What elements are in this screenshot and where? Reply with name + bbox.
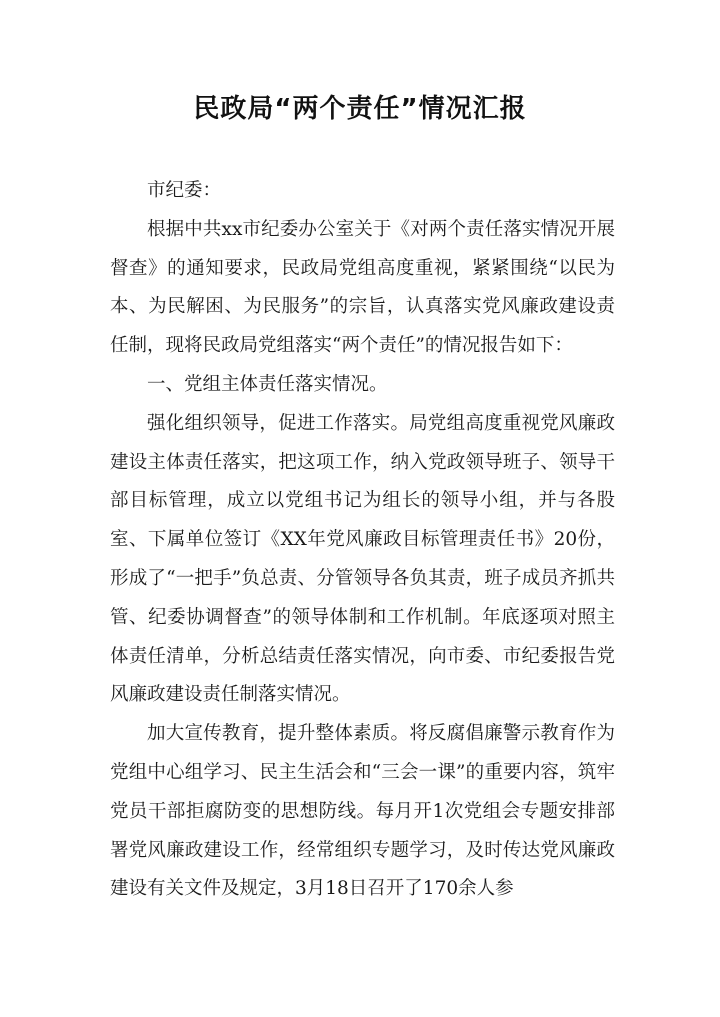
section-heading-1: 一、党组主体责任落实情况。 <box>147 373 388 395</box>
document-body <box>110 172 615 909</box>
paragraph-education: 加大宣传教育，提升整体素质。将反腐倡廉警示教育作为党组中心组学习、民主生活会和“三会一课”的重要内容，筑牢党员干部拒腐防变的思想防线。每月开1次党组会专题安排部署党风廉政建设工作，经常组织专题学习，及时传达党风廉政建设有关文件及规定，3月18日召开了170余人参 <box>110 723 615 900</box>
paragraph-leadership: 强化组织领导，促进工作落实。局党组高度重视党风廉政建设主体责任落实，把这项工作，纳入党政领导班子、领导干部目标管理，成立以党组书记为组长的领导小组，并与各股室、下属单位签订《XX年党风廉政目标管理责任书》20份，形成了“一把手”负总责、分管领导各负其责，班子成员齐抓共管、纪委协调督查”的领导体制和工作机制。年底逐项对照主体责任清单，分析总结责任落实情况，向市委、市纪委报告党风廉政建设责任制落实情况。 <box>110 412 615 706</box>
salutation: 市纪委： <box>147 180 222 201</box>
document-title: 民政局“两个责任”情况汇报 <box>193 94 527 124</box>
paragraph-intro: 根据中共xx市纪委办公室关于《对两个责任落实情况开展督查》的通知要求，民政局党组高度重视，紧紧围绕“以民为本、为民解困、为民服务”的宗旨，认真落实党风廉政建设责任制，现将民政局党组落实“两个责任”的情况报告如下： <box>110 218 615 357</box>
